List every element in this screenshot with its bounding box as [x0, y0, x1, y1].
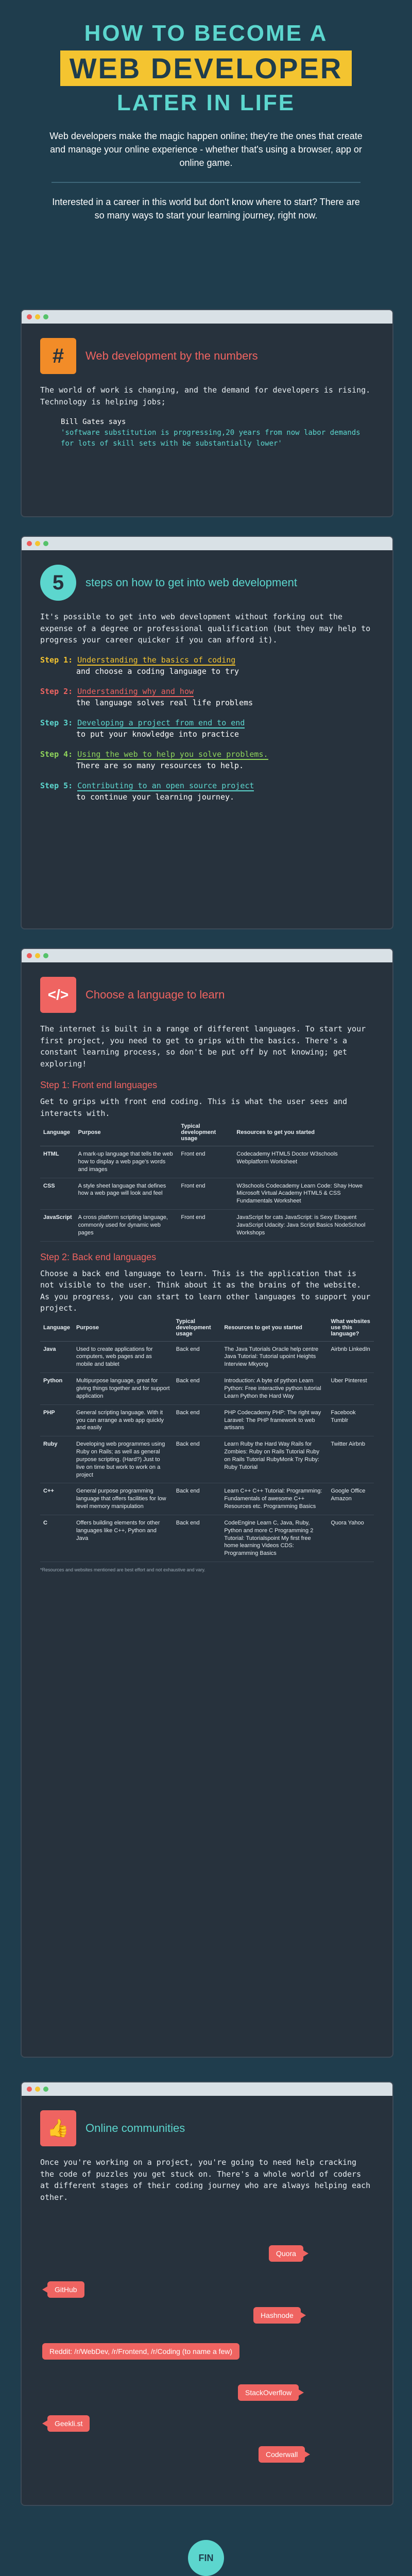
table-cell: C	[40, 1515, 73, 1562]
table-cell: Uber Pinterest	[328, 1373, 374, 1405]
step-label: Step 3:	[40, 718, 73, 727]
minimize-dot-icon	[35, 314, 40, 319]
table-row	[40, 1436, 374, 1483]
close-dot-icon	[27, 314, 32, 319]
minimize-dot-icon	[35, 953, 40, 958]
table-row	[40, 1178, 374, 1210]
community-geeklist: Geekli.st	[47, 2415, 90, 2432]
hash-icon: #	[40, 338, 76, 374]
table-row	[40, 1341, 374, 1373]
footnote: *Resources and websites mentioned are best effort and not exhaustive and vary.	[40, 1567, 205, 1573]
step-item	[40, 749, 374, 772]
table-header: Language	[40, 1314, 73, 1342]
table-cell: Multipurpose language, great for giving things together and for support application	[73, 1373, 173, 1405]
table-cell: PHP	[40, 1404, 73, 1436]
window-steps	[21, 536, 393, 929]
table-cell: Facebook Tumblr	[328, 1404, 374, 1436]
table-cell: Offers building elements for other languages like C++, Python and Java	[73, 1515, 173, 1562]
code-icon: </>	[40, 977, 76, 1013]
maximize-dot-icon	[43, 314, 48, 319]
community-hashnode: Hashnode	[253, 2307, 301, 2324]
steps-list	[40, 654, 374, 803]
table-header: Typical development usage	[173, 1314, 221, 1342]
quote-text: 'software substitution is progressing,20 years from now labor demands for lots of skill sets with be substantially lower'	[61, 429, 360, 448]
front-end-intro: Get to grips with front end coding. This is what the user sees and interacts with.	[40, 1097, 348, 1118]
table-cell: JavaScript	[40, 1210, 75, 1242]
window-titlebar	[22, 949, 392, 962]
table-cell: CodeEngine Learn C, Java, Ruby, Python and more C Programming 2 Tutorial: Tutorialspoint My first free home learning Videos CDS: Programming Basics	[221, 1515, 328, 1562]
step-detail: and choose a coding language to try	[76, 667, 239, 676]
table-cell: Back end	[173, 1404, 221, 1436]
table-cell: Java	[40, 1341, 73, 1373]
step-highlight: Understanding the basics of coding	[77, 655, 236, 665]
table-row	[40, 1483, 374, 1515]
table-cell: PHP Codecademy PHP: The right way Laravel: The PHP framework to web artisans	[221, 1404, 328, 1436]
window-languages	[21, 948, 393, 2058]
table-header: Resources to get you started	[221, 1314, 328, 1342]
thumbs-up-icon: 👍	[40, 2110, 76, 2146]
quote-author: Bill Gates says	[61, 418, 126, 426]
table-row	[40, 1404, 374, 1436]
table-cell: Python	[40, 1373, 73, 1405]
step-label: Step 2:	[40, 686, 73, 696]
table-header: Purpose	[75, 1119, 178, 1146]
table-row	[40, 1210, 374, 1242]
title-line-2: WEB DEVELOPER	[69, 52, 343, 84]
section-body: The world of work is changing, and the demand for developers is rising. Technology is helping jobs;	[40, 385, 371, 406]
quote	[61, 417, 374, 449]
table-header: Typical development usage	[178, 1119, 233, 1146]
section-title: Web development by the numbers	[85, 349, 258, 363]
table-cell: Back end	[173, 1341, 221, 1373]
close-dot-icon	[27, 953, 32, 958]
table-cell: CSS	[40, 1178, 75, 1210]
minimize-dot-icon	[35, 2087, 40, 2092]
table-header: Language	[40, 1119, 75, 1146]
step-item	[40, 717, 374, 740]
close-dot-icon	[27, 541, 32, 546]
community-github: GitHub	[47, 2281, 84, 2298]
minimize-dot-icon	[35, 541, 40, 546]
table-cell: C++	[40, 1483, 73, 1515]
section-body: It's possible to get into web development without forking out the expense of a degree or professional qualification (but they may help to progress your career quicker if you can afford it).	[40, 612, 371, 645]
window-titlebar	[22, 537, 392, 550]
step-item	[40, 654, 374, 677]
table-cell: W3schools Codecademy Learn Code: Shay Howe Microsoft Virtual Academy HTML5 & CSS Fundamentals Worksheet	[233, 1178, 374, 1210]
window-numbers	[21, 309, 393, 517]
back-end-intro: Choose a back end language to learn. This is the application that is not visible to the user. Think about it as the brains of the website. As you progress, you can start to learn other languages to support your project.	[40, 1268, 371, 1313]
section-body: Once you're working on a project, you're going to need help cracking the code of puzzles you get stuck on. There's a whole world of coders at different stages of their coding journey who are always helping each other.	[40, 2158, 371, 2202]
section-title: steps on how to get into web development	[85, 576, 297, 589]
community-stackoverflow: StackOverflow	[238, 2384, 299, 2401]
step-detail: to continue your learning journey.	[76, 792, 235, 802]
table-cell: Codecademy HTML5 Doctor W3schools Webplatform Worksheet	[233, 1146, 374, 1178]
table-cell: General purpose programming language that offers facilities for low level memory manipulation	[73, 1483, 173, 1515]
table-cell: Back end	[173, 1373, 221, 1405]
community-coderwall: Coderwall	[259, 2446, 305, 2463]
intro-text: Web developers make the magic happen online; they're the ones that create and manage your online experience - whether that's using a browser, app or online game.	[49, 131, 363, 168]
step-label: Step 5:	[40, 781, 73, 790]
table-cell: Back end	[173, 1483, 221, 1515]
front-end-table	[40, 1119, 374, 1242]
table-cell: Front end	[178, 1146, 233, 1178]
maximize-dot-icon	[43, 541, 48, 546]
closing	[0, 2540, 412, 2576]
table-header: Purpose	[73, 1314, 173, 1342]
table-row	[40, 1146, 374, 1178]
table-cell: Quora Yahoo	[328, 1515, 374, 1562]
fin-badge-icon: FIN	[188, 2540, 224, 2576]
close-dot-icon	[27, 2087, 32, 2092]
table-row	[40, 1373, 374, 1405]
table-cell: Front end	[178, 1210, 233, 1242]
divider	[52, 182, 360, 183]
table-cell: Learn C++ C++ Tutorial: Programming: Fundamentals of awesome C++ Resources etc. Programming Basics	[221, 1483, 328, 1515]
table-cell: Front end	[178, 1178, 233, 1210]
table-cell: Introduction: A byte of python Learn Python: Free interactive python tutorial Learn Python the Hard Way	[221, 1373, 328, 1405]
table-cell: Learn Ruby the Hard Way Rails for Zombies: Ruby on Rails Tutorial Ruby on Rails Tutorial RubyMonk Try Ruby: Ruby Tutorial	[221, 1436, 328, 1483]
section-title: Online communities	[85, 2122, 185, 2135]
table-cell: Ruby	[40, 1436, 73, 1483]
table-cell: A cross platform scripting language, commonly used for dynamic web pages	[75, 1210, 178, 1242]
step-detail: to put your knowledge into practice	[76, 730, 239, 739]
step-highlight: Developing a project from end to end	[77, 718, 245, 727]
table-cell: Airbnb LinkedIn	[328, 1341, 374, 1373]
section-title: Choose a language to learn	[85, 988, 225, 1002]
table-header: What websites use this language?	[328, 1314, 374, 1342]
table-cell: General scripting language. With it you can arrange a web app quickly and easily	[73, 1404, 173, 1436]
step-label: Step 4:	[40, 749, 73, 759]
table-cell: Developing web programmes using Ruby on Rails; as well as general purpose scripting. (Hard?) Just to live on time but work to work on a project	[73, 1436, 173, 1483]
table-cell: JavaScript for cats JavaScript: is Sexy Eloquent JavaScript Udacity: Java Script Basics NodeSchool Workshops	[233, 1210, 374, 1242]
header	[0, 0, 412, 222]
window-titlebar	[22, 310, 392, 324]
section-body: The internet is built in a range of different languages. To start your first project, you need to get to grips with the basics. There's a constant learning process, so don't be put off by not knowing; get exploring!	[40, 1024, 366, 1069]
title-line-1: HOW TO BECOME A	[84, 21, 328, 46]
table-cell: A style sheet language that defines how a web page will look and feel	[75, 1178, 178, 1210]
step-highlight: Contributing to an open source project	[77, 781, 254, 790]
table-row	[40, 1515, 374, 1562]
table-header: Resources to get you started	[233, 1119, 374, 1146]
step-detail: the language solves real life problems	[76, 698, 253, 707]
maximize-dot-icon	[43, 2087, 48, 2092]
table-cell: The Java Tutorials Oracle help centre Java Tutorial: Tutorial upoint Heights Interview Mkyong	[221, 1341, 328, 1373]
title-highlight	[60, 50, 352, 86]
number-five-icon: 5	[40, 565, 76, 601]
window-communities	[21, 2081, 393, 2506]
step-item	[40, 686, 374, 709]
step-label: Step 1:	[40, 655, 73, 665]
step-highlight: Understanding why and how	[77, 686, 194, 696]
table-cell: Back end	[173, 1436, 221, 1483]
window-titlebar	[22, 2082, 392, 2096]
community-quora: Quora	[269, 2245, 303, 2262]
table-cell: HTML	[40, 1146, 75, 1178]
intro-question: Interested in a career in this world but don't know where to start? There are so many ways to start your learning journey, right now.	[52, 197, 360, 221]
step-highlight: Using the web to help you solve problems.	[77, 749, 268, 759]
front-end-title: Step 1: Front end languages	[40, 1080, 158, 1090]
table-cell: Back end	[173, 1515, 221, 1562]
community-reddit: Reddit: /r/WebDev, /r/Frontend, /r/Coding (to name a few)	[42, 2343, 239, 2360]
title-line-3: LATER IN LIFE	[116, 90, 296, 115]
back-end-title: Step 2: Back end languages	[40, 1251, 157, 1262]
back-end-table	[40, 1314, 374, 1563]
table-cell: A mark-up language that tells the web how to display a web page's words and images	[75, 1146, 178, 1178]
maximize-dot-icon	[43, 953, 48, 958]
step-item	[40, 780, 374, 803]
table-cell: Used to create applications for computers, web pages and as mobile and tablet	[73, 1341, 173, 1373]
table-cell: Google Office Amazon	[328, 1483, 374, 1515]
table-cell: Twitter Airbnb	[328, 1436, 374, 1483]
step-detail: There are so many resources to help.	[76, 761, 244, 770]
